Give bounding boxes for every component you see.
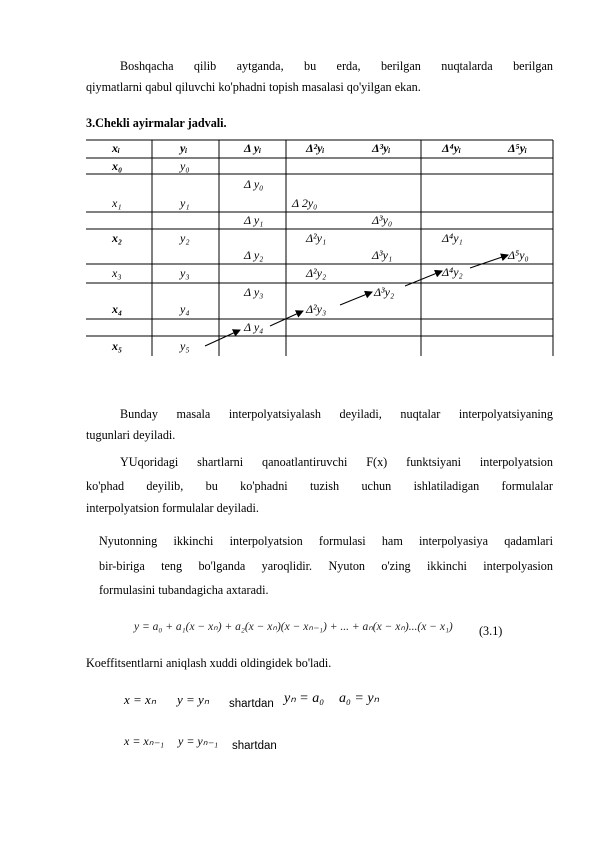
para2-line-1: YUqoridagi shartlarni qanoatlantiruvchi F(x) funktsiyani interpolyatsion (120, 455, 553, 469)
d1-2: Δ y₂ (244, 248, 264, 262)
cond1-eq3: yₙ = a₀ (284, 691, 325, 706)
formula-number: (3.1) (479, 624, 503, 638)
para2-line-3: interpolyatsion formulalar deyiladi. (86, 501, 259, 515)
x-4: x₄ (112, 302, 123, 316)
intro-line-2: qiymatlarni qabul qiluvchi ko'phadni topish masalasi qo'yilgan ekan. (86, 80, 421, 94)
y-4: y₄ (180, 302, 190, 316)
d1-1: Δ y₁ (244, 213, 264, 227)
cond2-word: shartdan (232, 740, 277, 752)
x-5: x₅ (112, 339, 123, 353)
header-d2: Δ²yᵢ (306, 141, 325, 155)
d4-1: Δ⁴y₂ (442, 265, 463, 279)
y-3: y₃ (180, 266, 190, 280)
d2-3: Δ²y₃ (306, 302, 327, 316)
y-5: y₅ (180, 339, 190, 353)
cond1-word: shartdan (229, 698, 274, 710)
x-2: x₂ (112, 231, 123, 245)
para2-line-2: ko'phad deyilib, bu ko'phadni tuzish uchun ishlatiladigan formulalar (86, 479, 553, 493)
para3-line-2: bir-biriga teng bo'lganda yaroqlidir. Nyuton o'zing ikkinchi interpolyasion (99, 559, 553, 573)
header-d1: Δ yᵢ (244, 141, 262, 155)
d1-0: Δ y₀ (244, 177, 264, 191)
cond2-eq1: x = xₙ₋₁ (124, 734, 165, 748)
d1-3: Δ y₃ (244, 285, 264, 299)
d3-0: Δ³y₀ (372, 213, 393, 227)
d3-1: Δ³y₁ (372, 248, 393, 262)
header-d4: Δ⁴yᵢ (442, 141, 462, 155)
cond1-eq1: x = xₙ (124, 692, 156, 707)
para4: Koeffitsentlarni aniqlash xuddi oldingidek bo'ladi. (86, 656, 332, 670)
cond2-eq2: y = yₙ₋₁ (178, 734, 219, 748)
d1-4: Δ y₄ (244, 320, 264, 334)
d3-2: Δ³y₂ (374, 285, 395, 299)
cond1-eq4: a₀ = yₙ (339, 691, 380, 706)
d4-0: Δ⁴y₁ (442, 231, 463, 245)
d2-1: Δ²y₁ (306, 231, 327, 245)
d2-0: Δ 2y₀ (292, 196, 318, 210)
para1-line-2: tugunlari deyiladi. (86, 428, 176, 442)
formula-3-1: y = a₀ + a₁(x − xₙ) + a₂(x − xₙ)(x − xₙ₋₁) + ... + aₙ(x − xₙ)...(x − x₁) (134, 621, 453, 633)
x-1: x₁ (112, 196, 122, 210)
para3-line-3: formulasini tubandagicha axtaradi. (99, 583, 269, 597)
header-d5: Δ⁵yᵢ (508, 141, 528, 155)
d2-2: Δ²y₂ (306, 266, 327, 280)
cond1-eq2: y = yₙ (177, 692, 209, 707)
y-1: y₁ (180, 196, 190, 210)
d5-0: Δ⁵y₀ (508, 248, 529, 262)
header-y: yᵢ (180, 141, 188, 155)
header-x: xᵢ (112, 141, 121, 155)
x-0: x₀ (112, 159, 123, 173)
para1-line-1: Bunday masala interpolyatsiyalash deyiladi, nuqtalar interpolyatsiyaning (120, 407, 553, 421)
intro-line-1: Boshqacha qilib aytganda, bu erda, berilgan nuqtalarda berilgan (120, 59, 553, 73)
para3-line-1: Nyutonning ikkinchi interpolyatsion formulasi ham interpolyasiya qadamlari (99, 534, 553, 548)
section-title: 3.Chekli ayirmalar jadvali. (86, 116, 227, 130)
y-2: y₂ (180, 231, 190, 245)
y-0: y₀ (180, 159, 190, 173)
header-d3: Δ³yᵢ (372, 141, 391, 155)
x-3: x₃ (112, 266, 122, 280)
